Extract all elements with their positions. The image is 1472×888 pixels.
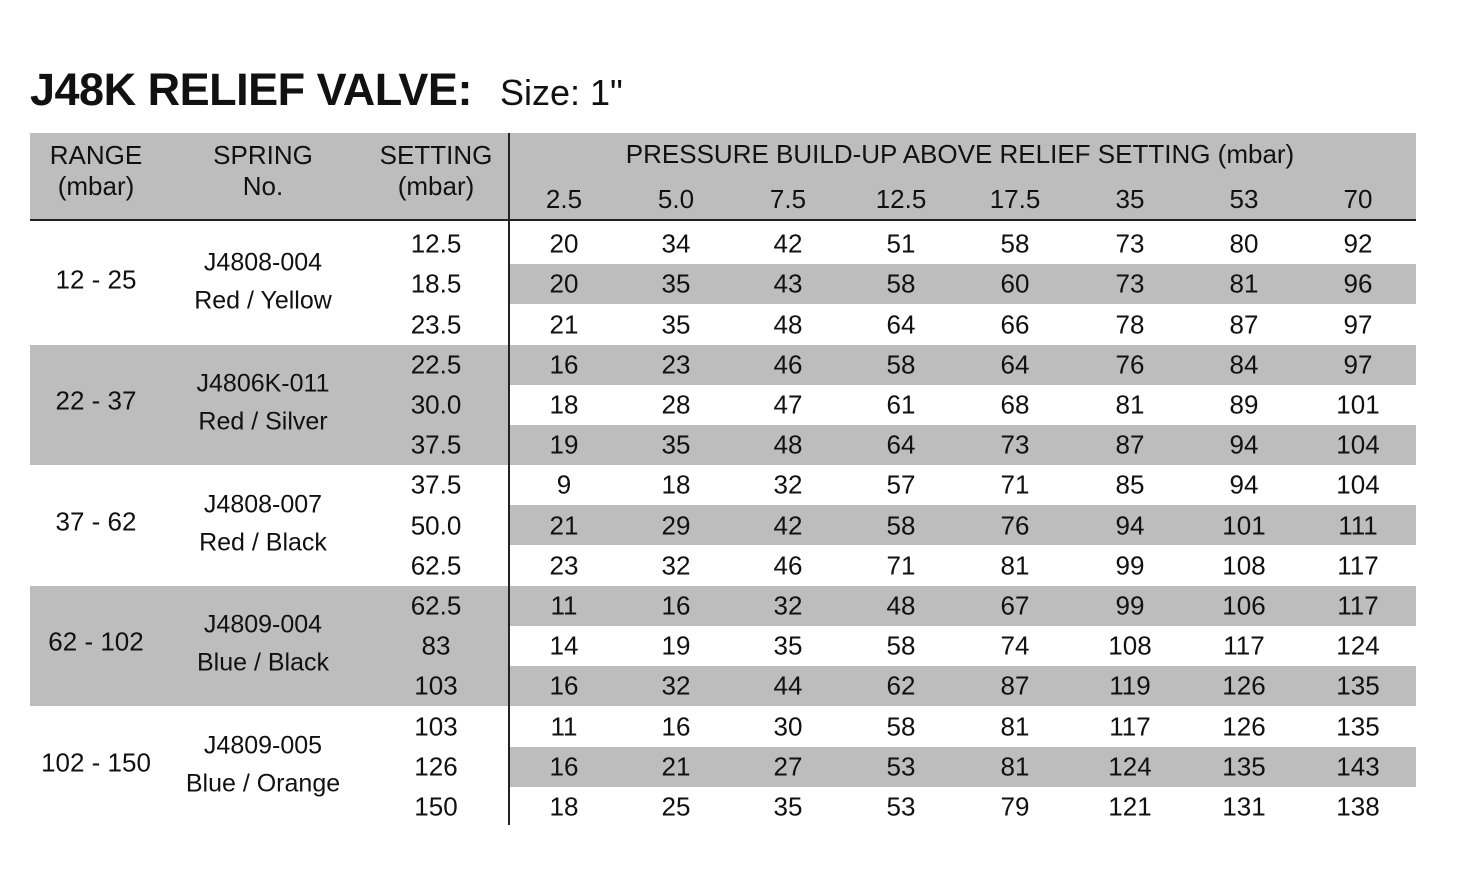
pressure-value-cell: 64 [886,309,916,339]
pressure-value-cell: 23 [661,349,691,380]
pressure-value-cell: 19 [549,429,579,460]
row-shade [510,505,1416,545]
pressure-value-cell: 58 [886,349,916,380]
pressure-value-cell: 74 [1000,630,1030,661]
pressure-value-cell: 58 [1000,228,1030,259]
pressure-column-header: 70 [1343,184,1373,214]
pressure-value-cell: 66 [1000,309,1030,339]
range-header-line2: (mbar) [57,171,135,201]
pressure-value-cell: 57 [886,469,916,500]
pressure-value-cell: 11 [550,590,578,621]
row-shade [510,345,1416,385]
pressure-value-cell: 117 [1337,550,1379,581]
pressure-value-cell: 53 [886,791,916,822]
pressure-value-cell: 21 [549,510,579,540]
row-shade [510,425,1416,465]
pressure-value-cell: 73 [1115,268,1145,299]
pressure-value-cell: 20 [549,268,579,299]
pressure-value-cell: 29 [661,510,691,540]
pressure-value-cell: 117 [1337,590,1379,621]
row-shade [510,666,1416,706]
range-cell: 12 - 25 [55,264,137,295]
pressure-value-cell: 30 [773,711,803,741]
pressure-value-cell: 117 [1223,630,1265,661]
pressure-value-cell: 99 [1115,550,1145,581]
pressure-value-cell: 21 [549,309,579,339]
pressure-value-cell: 9 [556,469,572,500]
pressure-value-cell: 71 [1000,469,1030,500]
pressure-value-cell: 14 [549,630,579,661]
pressure-value-cell: 16 [661,711,691,741]
pressure-value-cell: 62 [886,670,916,701]
setting-header-line1: SETTING [379,140,493,170]
pressure-value-cell: 89 [1229,389,1259,420]
pressure-value-cell: 94 [1229,469,1259,500]
pressure-value-cell: 131 [1222,791,1266,822]
pressure-value-cell: 126 [1222,670,1266,701]
spring-color-cell: Red / Yellow [194,286,332,315]
pressure-value-cell: 35 [661,268,691,299]
pressure-column-header: 7.5 [769,184,807,214]
row-shade [510,264,1416,304]
pressure-value-cell: 58 [886,268,916,299]
pressure-value-cell: 81 [1000,711,1030,741]
pressure-value-cell: 16 [549,349,579,380]
setting-cell: 83 [421,630,451,661]
pressure-value-cell: 138 [1336,791,1380,822]
pressure-value-cell: 25 [661,791,691,822]
setting-cell: 62.5 [410,590,462,621]
pressure-value-cell: 135 [1222,751,1266,782]
pressure-value-cell: 32 [661,670,691,701]
pressure-value-cell: 104 [1336,469,1380,500]
pressure-value-cell: 81 [1000,751,1030,782]
size-label: Size: 1" [499,72,623,113]
pressure-value-cell: 124 [1108,751,1152,782]
setting-cell: 37.5 [410,469,462,500]
spring-header-line2: No. [242,171,284,201]
pressure-value-cell: 117 [1109,711,1151,741]
spring-header-line1: SPRING [213,140,313,170]
pressure-value-cell: 58 [886,711,916,741]
range-header [50,140,142,202]
pressure-value-cell: 80 [1229,228,1259,259]
pressure-value-cell: 27 [773,751,803,782]
pressure-value-cell: 18 [549,791,579,822]
pressure-value-cell: 104 [1336,429,1380,460]
pressure-column-header: 12.5 [875,184,927,214]
pressure-value-cell: 99 [1115,590,1145,621]
setting-header-line2: (mbar) [397,171,475,201]
pressure-value-cell: 106 [1222,590,1266,621]
pressure-value-cell: 35 [773,791,803,822]
pressure-value-cell: 16 [549,751,579,782]
pressure-value-cell: 101 [1222,510,1266,540]
spring-header [213,140,313,202]
spring-color-cell: Blue / Orange [185,769,341,798]
pressure-value-cell: 108 [1222,550,1266,581]
pressure-value-cell: 96 [1343,268,1373,299]
pressure-value-cell: 87 [1229,309,1259,339]
spring-color-cell: Red / Black [199,528,327,556]
pressure-value-cell: 64 [1000,349,1030,380]
pressure-value-cell: 78 [1115,309,1145,339]
pressure-value-cell: 79 [1000,791,1030,822]
row-shade [510,586,1416,626]
setting-cell: 37.5 [410,429,462,460]
pressure-value-cell: 32 [773,469,803,500]
pressure-value-cell: 44 [773,670,803,701]
pressure-value-cell: 60 [1000,268,1030,299]
spring-number-cell: J4806K-011 [196,369,330,398]
pressure-value-cell: 68 [1000,389,1030,420]
setting-cell: 103 [414,670,458,701]
pressure-value-cell: 94 [1115,510,1145,540]
pressure-value-cell: 48 [773,429,803,460]
pressure-value-cell: 16 [549,670,579,701]
pressure-value-cell: 108 [1108,630,1152,661]
setting-header [380,140,493,202]
setting-cell: 30.0 [410,389,462,420]
pressure-value-cell: 81 [1229,268,1259,299]
pressure-value-cell: 97 [1343,309,1373,339]
range-header-line1: RANGE [49,140,143,170]
setting-cell: 150 [414,791,458,822]
pressure-value-cell: 85 [1115,469,1145,500]
pressure-value-cell: 16 [661,590,691,621]
pressure-value-cell: 97 [1343,349,1373,380]
pressure-value-cell: 11 [550,711,578,741]
pressure-value-cell: 35 [661,429,691,460]
pressure-value-cell: 71 [886,550,916,581]
setting-cell: 18.5 [410,268,462,299]
setting-cell: 22.5 [410,349,462,380]
setting-cell: 62.5 [410,550,462,581]
page-title: J48K RELIEF VALVE: [30,64,472,115]
setting-cell: 23.5 [410,309,462,339]
spring-color-cell: Blue / Black [196,648,330,677]
spring-number-cell: J4809-005 [203,731,323,760]
spring-number-cell: J4809-004 [203,610,323,639]
pressure-value-cell: 23 [549,550,579,581]
pressure-value-cell: 35 [773,630,803,661]
pressure-value-cell: 19 [661,630,691,661]
pressure-value-cell: 119 [1109,670,1151,701]
pressure-value-cell: 42 [773,510,803,540]
pressure-value-cell: 20 [549,228,579,259]
pressure-column-header: 2.5 [545,184,583,214]
pressure-value-cell: 21 [661,751,691,782]
pressure-value-cell: 61 [886,389,916,420]
pressure-value-cell: 73 [1115,228,1145,259]
pressure-value-cell: 124 [1336,630,1380,661]
pressure-value-cell: 28 [661,389,691,420]
pressure-value-cell: 92 [1343,228,1373,259]
pressure-column-header: 53 [1229,184,1259,214]
pressure-value-cell: 135 [1336,670,1380,701]
range-cell: 102 - 150 [41,747,151,778]
pressure-value-cell: 111 [1338,510,1378,540]
pressure-value-cell: 121 [1108,791,1152,822]
pressure-value-cell: 126 [1222,711,1266,741]
pressure-value-cell: 58 [886,630,916,661]
pressure-value-cell: 53 [886,751,916,782]
spring-number-cell: J4808-007 [203,490,323,518]
pressure-value-cell: 46 [773,349,803,380]
pressure-value-cell: 46 [773,550,803,581]
pressure-value-cell: 81 [1000,550,1030,581]
pressure-value-cell: 35 [661,309,691,339]
pressure-value-cell: 87 [1115,429,1145,460]
pressure-value-cell: 143 [1336,751,1380,782]
setting-cell: 103 [414,711,458,741]
range-cell: 62 - 102 [48,626,144,657]
pressure-value-cell: 34 [661,228,691,259]
setting-cell: 12.5 [410,228,462,259]
spring-number-cell: J4808-004 [203,248,323,277]
title-row [30,64,623,116]
pressure-value-cell: 42 [773,228,803,259]
pressure-column-header: 17.5 [989,184,1041,214]
pressure-header: PRESSURE BUILD-UP ABOVE RELIEF SETTING (mbar) [625,139,1295,169]
row-shade [510,747,1416,787]
pressure-value-cell: 101 [1336,389,1380,420]
pressure-value-cell: 76 [1000,510,1030,540]
pressure-value-cell: 18 [549,389,579,420]
pressure-value-cell: 73 [1000,429,1030,460]
pressure-value-cell: 43 [773,268,803,299]
pressure-value-cell: 18 [661,469,691,500]
pressure-value-cell: 87 [1000,670,1030,701]
setting-cell: 50.0 [410,510,462,540]
pressure-value-cell: 58 [886,510,916,540]
setting-cell: 126 [414,751,458,782]
column-divider [508,133,510,825]
pressure-value-cell: 76 [1115,349,1145,380]
pressure-value-cell: 48 [773,309,803,339]
pressure-value-cell: 51 [886,228,916,259]
spring-color-cell: Red / Silver [198,407,328,436]
pressure-value-cell: 32 [661,550,691,581]
pressure-value-cell: 84 [1229,349,1259,380]
pressure-value-cell: 64 [886,429,916,460]
range-cell: 37 - 62 [55,506,137,536]
pressure-value-cell: 47 [773,389,803,420]
pressure-value-cell: 32 [773,590,803,621]
header-divider [30,219,1416,221]
pressure-value-cell: 94 [1229,429,1259,460]
pressure-value-cell: 67 [1000,590,1030,621]
pressure-value-cell: 48 [886,590,916,621]
pressure-value-cell: 135 [1336,711,1380,741]
pressure-column-header: 35 [1115,184,1145,214]
pressure-value-cell: 81 [1115,389,1145,420]
range-cell: 22 - 37 [55,385,137,416]
pressure-column-header: 5.0 [657,184,695,214]
